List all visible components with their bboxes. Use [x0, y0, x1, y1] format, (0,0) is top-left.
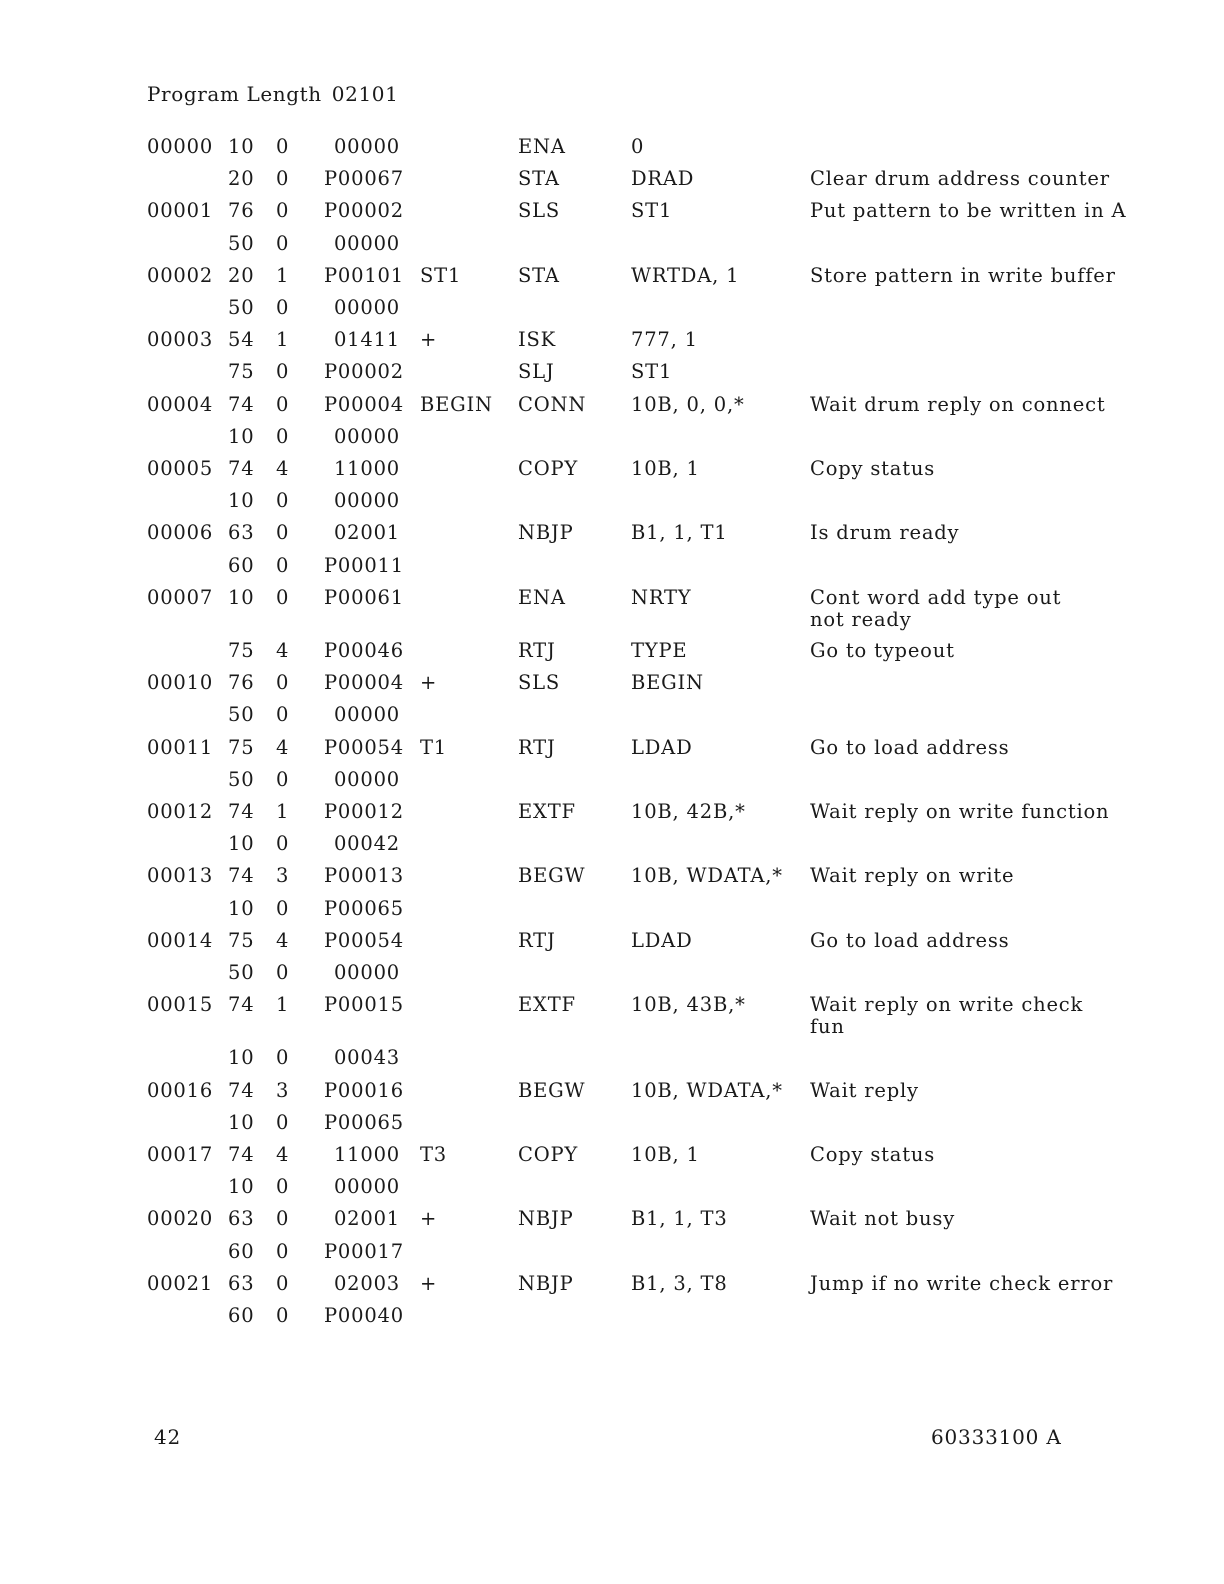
operand-address: P00015: [324, 993, 404, 1017]
location-label: T1: [420, 735, 448, 759]
operation-code: 10: [228, 832, 255, 856]
line-address: 00011: [147, 735, 214, 759]
operation-code: 63: [228, 1207, 255, 1231]
operation-code: 50: [228, 296, 255, 319]
b-designator: 1: [276, 328, 290, 352]
operand-address: 00043: [333, 1046, 400, 1070]
line-address: 00000: [147, 135, 214, 158]
line-address: 00001: [147, 199, 214, 223]
operand-address: 00000: [333, 296, 400, 319]
operand-address: 00000: [333, 1175, 400, 1199]
line-address: 00010: [147, 671, 214, 695]
operand-address: P00054: [324, 735, 404, 759]
b-designator: 0: [276, 392, 290, 416]
b-designator: 0: [276, 424, 290, 448]
operand-address: P00061: [324, 585, 404, 609]
line-address: 00003: [147, 328, 214, 352]
comment: Copy status: [810, 1143, 936, 1166]
address-field: NRTY: [631, 585, 692, 609]
operand-address: P00065: [324, 896, 404, 920]
operand-address: P00013: [324, 864, 404, 888]
location-label: BEGIN: [420, 392, 493, 416]
b-designator: 0: [276, 553, 290, 577]
b-designator: 0: [276, 1110, 290, 1134]
operand-address: P00016: [324, 1078, 404, 1102]
mnemonic: CONN: [518, 392, 587, 416]
operation-code: 10: [228, 585, 255, 609]
comment: Wait not busy: [810, 1207, 956, 1231]
operation-code: 75: [228, 928, 255, 952]
operation-code: 63: [228, 1271, 255, 1295]
mnemonic: SLS: [518, 199, 561, 223]
operand-address: P00065: [324, 1110, 404, 1134]
b-designator: 0: [276, 703, 290, 727]
b-designator: 0: [276, 1046, 290, 1070]
address-field: B1, 1, T3: [631, 1207, 728, 1231]
comment: Go to load address: [810, 735, 1010, 759]
operand-address: 00000: [333, 767, 400, 791]
mnemonic: EXTF: [518, 993, 576, 1017]
operand-address: P00004: [324, 671, 404, 695]
b-designator: 0: [276, 1175, 290, 1199]
operand-address: P00011: [324, 553, 404, 577]
line-address: 00017: [147, 1143, 214, 1166]
mnemonic: SLS: [518, 671, 561, 695]
b-designator: 0: [276, 832, 290, 856]
comment: Copy status: [810, 457, 936, 480]
operation-code: 10: [228, 896, 255, 920]
b-designator: 0: [276, 167, 290, 191]
page-number: 42: [154, 1425, 182, 1449]
b-designator: 0: [276, 360, 290, 384]
operation-code: 75: [228, 735, 255, 759]
operand-address: P00002: [324, 199, 404, 223]
mnemonic: BEGW: [518, 864, 586, 888]
location-label: T3: [420, 1143, 448, 1166]
address-field: BEGIN: [631, 671, 704, 695]
b-designator: 0: [276, 1239, 290, 1263]
b-designator: 0: [276, 961, 290, 984]
address-field: 10B, WDATA,*: [631, 864, 783, 888]
location-label: +: [420, 671, 438, 695]
comment: Store pattern in write buffer: [810, 263, 1116, 287]
b-designator: 4: [276, 639, 290, 662]
b-designator: 0: [276, 585, 290, 609]
comment: Is drum ready: [810, 521, 960, 545]
line-address: 00014: [147, 928, 214, 952]
address-field: LDAD: [631, 735, 693, 759]
b-designator: 0: [276, 896, 290, 920]
line-address: 00004: [147, 392, 214, 416]
operand-address: P00067: [324, 167, 404, 191]
comment: Put pattern to be written in A: [810, 199, 1127, 223]
operation-code: 50: [228, 231, 255, 255]
operation-code: 60: [228, 553, 255, 577]
b-designator: 0: [276, 199, 290, 223]
address-field: LDAD: [631, 928, 693, 952]
operation-code: 74: [228, 864, 255, 888]
address-field: 0: [631, 135, 645, 158]
address-field: ST1: [631, 199, 673, 223]
operation-code: 75: [228, 639, 255, 662]
b-designator: 3: [276, 1078, 290, 1102]
mnemonic: STA: [518, 263, 560, 287]
operation-code: 20: [228, 263, 255, 287]
operand-address: P00040: [324, 1304, 404, 1327]
operation-code: 10: [228, 135, 255, 158]
line-address: 00021: [147, 1271, 214, 1295]
program-length-label: Program Length: [147, 82, 322, 106]
mnemonic: COPY: [518, 1143, 579, 1166]
mnemonic: RTJ: [518, 639, 556, 662]
operand-address: P00004: [324, 392, 404, 416]
b-designator: 4: [276, 457, 290, 480]
mnemonic: EXTF: [518, 800, 576, 823]
operation-code: 10: [228, 1046, 255, 1070]
program-length-value: 02101: [331, 82, 399, 106]
address-field: B1, 3, T8: [631, 1271, 728, 1295]
comment: Wait reply on write check fun: [810, 993, 1084, 1039]
mnemonic: COPY: [518, 457, 579, 480]
address-field: ST1: [631, 360, 673, 384]
line-address: 00015: [147, 993, 214, 1017]
line-address: 00005: [147, 457, 214, 480]
address-field: 777, 1: [631, 328, 698, 352]
operand-address: P00002: [324, 360, 404, 384]
b-designator: 0: [276, 1271, 290, 1295]
operation-code: 74: [228, 1143, 255, 1166]
operand-address: 00000: [333, 703, 400, 727]
operand-address: 02001: [333, 521, 400, 545]
operand-address: P00046: [324, 639, 404, 662]
b-designator: 4: [276, 735, 290, 759]
address-field: 10B, 0, 0,*: [631, 392, 745, 416]
b-designator: 4: [276, 928, 290, 952]
address-field: DRAD: [631, 167, 695, 191]
address-field: 10B, 42B,*: [631, 800, 746, 823]
address-field: WRTDA, 1: [631, 263, 740, 287]
operand-address: 11000: [333, 1143, 400, 1166]
operand-address: 02003: [333, 1271, 400, 1295]
operation-code: 10: [228, 1110, 255, 1134]
b-designator: 0: [276, 296, 290, 319]
b-designator: 1: [276, 800, 290, 823]
mnemonic: RTJ: [518, 735, 556, 759]
mnemonic: NBJP: [518, 1271, 574, 1295]
operation-code: 60: [228, 1239, 255, 1263]
operation-code: 75: [228, 360, 255, 384]
operand-address: P00101: [324, 263, 404, 287]
operand-address: 01411: [333, 328, 400, 352]
line-address: 00012: [147, 800, 214, 823]
b-designator: 4: [276, 1143, 290, 1166]
operation-code: 74: [228, 457, 255, 480]
b-designator: 1: [276, 993, 290, 1017]
mnemonic: ENA: [518, 135, 566, 158]
b-designator: 0: [276, 1304, 290, 1327]
comment: Go to typeout: [810, 639, 955, 662]
b-designator: 1: [276, 263, 290, 287]
comment: Clear drum address counter: [810, 167, 1110, 191]
location-label: ST1: [420, 263, 462, 287]
operand-address: P00017: [324, 1239, 404, 1263]
operation-code: 50: [228, 767, 255, 791]
operation-code: 60: [228, 1304, 255, 1327]
address-field: B1, 1, T1: [631, 521, 728, 545]
mnemonic: ISK: [518, 328, 557, 352]
operand-address: 00042: [333, 832, 400, 856]
operation-code: 54: [228, 328, 255, 352]
operation-code: 50: [228, 703, 255, 727]
operation-code: 10: [228, 424, 255, 448]
line-address: 00016: [147, 1078, 214, 1102]
line-address: 00020: [147, 1207, 214, 1231]
operation-code: 63: [228, 521, 255, 545]
b-designator: 0: [276, 231, 290, 255]
location-label: +: [420, 328, 438, 352]
b-designator: 3: [276, 864, 290, 888]
b-designator: 0: [276, 135, 290, 158]
comment: Wait reply on write function: [810, 800, 1110, 823]
comment: Jump if no write check error: [810, 1271, 1114, 1295]
b-designator: 0: [276, 1207, 290, 1231]
operand-address: 00000: [333, 961, 400, 984]
operand-address: 11000: [333, 457, 400, 480]
operation-code: 20: [228, 167, 255, 191]
mnemonic: BEGW: [518, 1078, 586, 1102]
mnemonic: SLJ: [518, 360, 555, 384]
operand-address: 02001: [333, 1207, 400, 1231]
document-id: 60333100 A: [931, 1425, 1062, 1449]
mnemonic: NBJP: [518, 1207, 574, 1231]
b-designator: 0: [276, 671, 290, 695]
line-address: 00006: [147, 521, 214, 545]
operand-address: P00054: [324, 928, 404, 952]
address-field: 10B, 1: [631, 457, 700, 480]
b-designator: 0: [276, 489, 290, 513]
operand-address: P00012: [324, 800, 404, 823]
operand-address: 00000: [333, 489, 400, 513]
operation-code: 10: [228, 489, 255, 513]
comment: Wait reply on write: [810, 864, 1015, 888]
operation-code: 74: [228, 392, 255, 416]
operand-address: 00000: [333, 231, 400, 255]
location-label: +: [420, 1271, 438, 1295]
address-field: 10B, 1: [631, 1143, 700, 1166]
comment: Go to load address: [810, 928, 1010, 952]
operation-code: 76: [228, 199, 255, 223]
comment: Cont word add type out not ready: [810, 585, 1062, 631]
operation-code: 76: [228, 671, 255, 695]
line-address: 00007: [147, 585, 214, 609]
operation-code: 10: [228, 1175, 255, 1199]
operation-code: 74: [228, 800, 255, 823]
operand-address: 00000: [333, 135, 400, 158]
comment: Wait drum reply on connect: [810, 392, 1106, 416]
address-field: TYPE: [631, 639, 688, 662]
operation-code: 74: [228, 1078, 255, 1102]
line-address: 00002: [147, 263, 214, 287]
b-designator: 0: [276, 521, 290, 545]
b-designator: 0: [276, 767, 290, 791]
operation-code: 50: [228, 961, 255, 984]
comment: Wait reply: [810, 1078, 919, 1102]
operand-address: 00000: [333, 424, 400, 448]
address-field: 10B, 43B,*: [631, 993, 746, 1017]
line-address: 00013: [147, 864, 214, 888]
location-label: +: [420, 1207, 438, 1231]
mnemonic: STA: [518, 167, 560, 191]
address-field: 10B, WDATA,*: [631, 1078, 783, 1102]
operation-code: 74: [228, 993, 255, 1017]
mnemonic: NBJP: [518, 521, 574, 545]
mnemonic: ENA: [518, 585, 566, 609]
mnemonic: RTJ: [518, 928, 556, 952]
